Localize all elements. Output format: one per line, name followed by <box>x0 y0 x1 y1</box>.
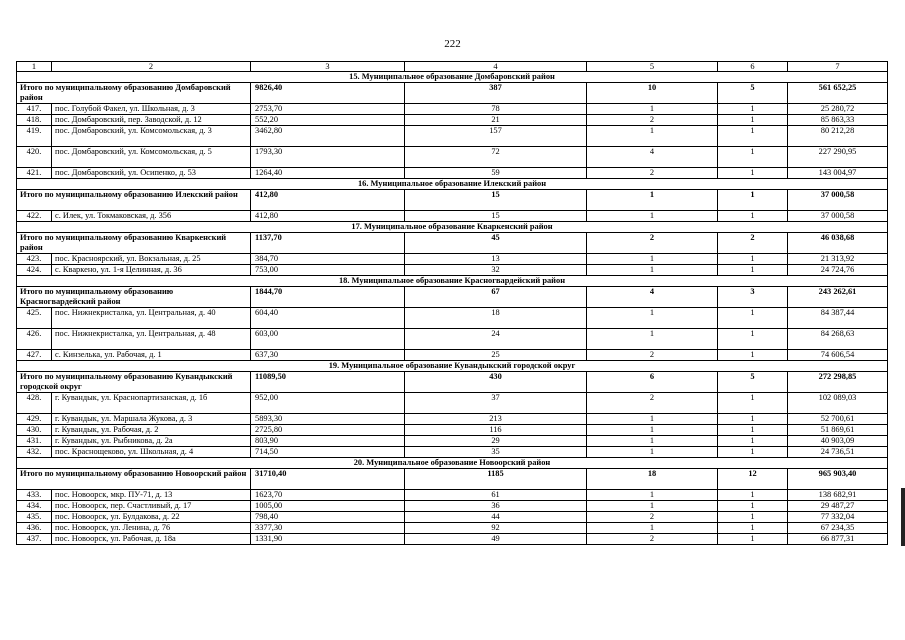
row-sum: 52 700,61 <box>788 414 888 425</box>
row-number: 434. <box>17 501 52 512</box>
row-col6: 1 <box>718 115 788 126</box>
row-address: пос. Домбаровский, пер. Заводской, д. 12 <box>52 115 251 126</box>
table-row <box>17 490 888 501</box>
row-area: 3377,30 <box>251 523 405 534</box>
total-label: Итого по муниципальному образованию Красногвардейский район <box>17 287 251 308</box>
row-number: 433. <box>17 490 52 501</box>
row-address: пос. Красноярский, ул. Вокзальная, д. 25 <box>52 254 251 265</box>
column-header: 2 <box>52 62 251 72</box>
row-area: 753,00 <box>251 265 405 276</box>
column-header: 5 <box>587 62 718 72</box>
row-address: пос. Домбаровский, ул. Осипенко, д. 53 <box>52 168 251 179</box>
total-col5: 18 <box>587 469 718 490</box>
total-label: Итого по муниципальному образованию Кувандыкский городской округ <box>17 372 251 393</box>
row-number: 429. <box>17 414 52 425</box>
row-col5: 1 <box>587 414 718 425</box>
row-sum: 67 234,35 <box>788 523 888 534</box>
row-area: 1331,90 <box>251 534 405 545</box>
row-sum: 40 903,09 <box>788 436 888 447</box>
row-sum: 227 290,95 <box>788 147 888 168</box>
row-col5: 2 <box>587 534 718 545</box>
row-col5: 1 <box>587 425 718 436</box>
table-row <box>17 414 888 425</box>
total-sum: 561 652,25 <box>788 83 888 104</box>
total-col5: 4 <box>587 287 718 308</box>
row-sum: 102 089,03 <box>788 393 888 414</box>
section-title-row <box>17 222 888 233</box>
row-col5: 2 <box>587 512 718 523</box>
row-sum: 25 280,72 <box>788 104 888 115</box>
row-number: 420. <box>17 147 52 168</box>
row-col6: 1 <box>718 254 788 265</box>
row-col4: 92 <box>405 523 587 534</box>
row-col5: 1 <box>587 104 718 115</box>
row-sum: 80 212,28 <box>788 126 888 147</box>
table-row <box>17 115 888 126</box>
section-title-row <box>17 72 888 83</box>
total-col4: 67 <box>405 287 587 308</box>
section-title: 19. Муниципальное образование Кувандыкский городской округ <box>17 361 888 372</box>
column-header: 4 <box>405 62 587 72</box>
row-sum: 77 332,04 <box>788 512 888 523</box>
row-number: 430. <box>17 425 52 436</box>
row-col4: 13 <box>405 254 587 265</box>
row-col5: 2 <box>587 393 718 414</box>
table-row <box>17 126 888 147</box>
table-row <box>17 265 888 276</box>
row-col4: 25 <box>405 350 587 361</box>
row-col5: 1 <box>587 254 718 265</box>
row-col4: 24 <box>405 329 587 350</box>
data-table <box>16 61 888 545</box>
column-header: 3 <box>251 62 405 72</box>
row-sum: 51 869,61 <box>788 425 888 436</box>
row-col6: 1 <box>718 414 788 425</box>
total-area: 1844,70 <box>251 287 405 308</box>
row-sum: 21 313,92 <box>788 254 888 265</box>
row-col4: 213 <box>405 414 587 425</box>
table-row <box>17 425 888 436</box>
row-col4: 35 <box>405 447 587 458</box>
row-address: г. Кувандык, ул. Краснопартизанская, д. 1б <box>52 393 251 414</box>
total-col4: 15 <box>405 190 587 211</box>
section-total-row <box>17 469 888 490</box>
section-total-row <box>17 287 888 308</box>
row-number: 424. <box>17 265 52 276</box>
row-number: 428. <box>17 393 52 414</box>
total-sum: 965 903,40 <box>788 469 888 490</box>
row-number: 417. <box>17 104 52 115</box>
row-address: пос. Новоорск, мкр. ПУ-71, д. 13 <box>52 490 251 501</box>
section-title-row <box>17 458 888 469</box>
table-row <box>17 254 888 265</box>
row-col4: 59 <box>405 168 587 179</box>
row-sum: 138 682,91 <box>788 490 888 501</box>
row-col6: 1 <box>718 393 788 414</box>
row-col4: 32 <box>405 265 587 276</box>
row-area: 1623,70 <box>251 490 405 501</box>
table-row <box>17 168 888 179</box>
row-address: г. Кувандык, ул. Рабочая, д. 2 <box>52 425 251 436</box>
row-number: 435. <box>17 512 52 523</box>
row-address: г. Кувандык, ул. Маршала Жукова, д. 3 <box>52 414 251 425</box>
section-title: 18. Муниципальное образование Красногвардейский район <box>17 276 888 287</box>
row-col4: 78 <box>405 104 587 115</box>
row-col6: 1 <box>718 350 788 361</box>
column-header: 1 <box>17 62 52 72</box>
section-total-row <box>17 233 888 254</box>
table-row <box>17 308 888 329</box>
row-address: с. Илек, ул. Токмаковская, д. 356 <box>52 211 251 222</box>
row-address: с. Кинзелька, ул. Рабочая, д. 1 <box>52 350 251 361</box>
table-row <box>17 393 888 414</box>
row-col6: 1 <box>718 147 788 168</box>
row-address: пос. Новоорск, ул. Рабочая, д. 18а <box>52 534 251 545</box>
row-address: пос. Краснощеково, ул. Школьная, д. 4 <box>52 447 251 458</box>
total-col6: 2 <box>718 233 788 254</box>
row-number: 418. <box>17 115 52 126</box>
row-col6: 1 <box>718 265 788 276</box>
total-label: Итого по муниципальному образованию Домбаровский район <box>17 83 251 104</box>
total-sum: 243 262,61 <box>788 287 888 308</box>
section-total-row <box>17 190 888 211</box>
total-col6: 5 <box>718 83 788 104</box>
row-col6: 1 <box>718 126 788 147</box>
row-address: пос. Домбаровский, ул. Комсомольская, д. 5 <box>52 147 251 168</box>
row-address: пос. Новоорск, ул. Ленина, д. 76 <box>52 523 251 534</box>
row-col4: 15 <box>405 211 587 222</box>
row-col4: 18 <box>405 308 587 329</box>
row-area: 2725,80 <box>251 425 405 436</box>
total-col4: 430 <box>405 372 587 393</box>
scan-edge-mark <box>901 488 905 546</box>
row-area: 2753,70 <box>251 104 405 115</box>
row-area: 384,70 <box>251 254 405 265</box>
row-area: 798,40 <box>251 512 405 523</box>
row-address: г. Кувандык, ул. Рыбникова, д. 2а <box>52 436 251 447</box>
row-col6: 1 <box>718 501 788 512</box>
total-col4: 1185 <box>405 469 587 490</box>
row-col5: 1 <box>587 436 718 447</box>
row-number: 437. <box>17 534 52 545</box>
row-col6: 1 <box>718 104 788 115</box>
row-address: пос. Новоорск, пер. Счастливый, д. 17 <box>52 501 251 512</box>
column-header: 6 <box>718 62 788 72</box>
row-address: пос. Нижнекристалка, ул. Центральная, д. 40 <box>52 308 251 329</box>
total-col5: 2 <box>587 233 718 254</box>
row-area: 637,30 <box>251 350 405 361</box>
total-label: Итого по муниципальному образованию Новоорский район <box>17 469 251 490</box>
row-area: 3462,80 <box>251 126 405 147</box>
total-area: 11089,50 <box>251 372 405 393</box>
total-col5: 6 <box>587 372 718 393</box>
table-row <box>17 512 888 523</box>
row-col5: 2 <box>587 168 718 179</box>
row-number: 426. <box>17 329 52 350</box>
total-label: Итого по муниципальному образованию Кваркенский район <box>17 233 251 254</box>
row-sum: 143 004,97 <box>788 168 888 179</box>
row-col6: 1 <box>718 523 788 534</box>
row-area: 952,00 <box>251 393 405 414</box>
total-col6: 5 <box>718 372 788 393</box>
row-area: 803,90 <box>251 436 405 447</box>
row-number: 421. <box>17 168 52 179</box>
total-col4: 45 <box>405 233 587 254</box>
total-label: Итого по муниципальному образованию Илекский район <box>17 190 251 211</box>
row-sum: 84 387,44 <box>788 308 888 329</box>
row-number: 423. <box>17 254 52 265</box>
row-sum: 85 863,33 <box>788 115 888 126</box>
row-col5: 1 <box>587 126 718 147</box>
table-row <box>17 523 888 534</box>
row-area: 5893,30 <box>251 414 405 425</box>
row-sum: 66 877,31 <box>788 534 888 545</box>
table-row <box>17 147 888 168</box>
total-area: 9826,40 <box>251 83 405 104</box>
row-col4: 116 <box>405 425 587 436</box>
row-address: пос. Домбаровский, ул. Комсомольская, д. 3 <box>52 126 251 147</box>
table-row <box>17 501 888 512</box>
section-title-row <box>17 179 888 190</box>
total-col6: 1 <box>718 190 788 211</box>
row-col6: 1 <box>718 168 788 179</box>
row-col4: 157 <box>405 126 587 147</box>
row-col6: 1 <box>718 534 788 545</box>
section-total-row <box>17 372 888 393</box>
row-col6: 1 <box>718 308 788 329</box>
row-col5: 1 <box>587 523 718 534</box>
row-area: 1005,00 <box>251 501 405 512</box>
row-address: пос. Голубой Факел, ул. Школьная, д. 3 <box>52 104 251 115</box>
row-area: 604,40 <box>251 308 405 329</box>
row-col5: 2 <box>587 115 718 126</box>
row-col4: 36 <box>405 501 587 512</box>
total-area: 1137,70 <box>251 233 405 254</box>
total-col5: 1 <box>587 190 718 211</box>
section-title: 20. Муниципальное образование Новоорский район <box>17 458 888 469</box>
total-sum: 37 000,58 <box>788 190 888 211</box>
row-area: 412,80 <box>251 211 405 222</box>
column-header-row <box>17 62 888 72</box>
row-sum: 24 736,51 <box>788 447 888 458</box>
row-col5: 1 <box>587 265 718 276</box>
row-address: с. Кваркено, ул. 1-я Целинная, д. 36 <box>52 265 251 276</box>
column-header: 7 <box>788 62 888 72</box>
row-sum: 29 487,27 <box>788 501 888 512</box>
row-col5: 2 <box>587 350 718 361</box>
total-area: 31710,40 <box>251 469 405 490</box>
row-area: 1793,30 <box>251 147 405 168</box>
total-col5: 10 <box>587 83 718 104</box>
row-col6: 1 <box>718 512 788 523</box>
row-number: 419. <box>17 126 52 147</box>
row-col4: 29 <box>405 436 587 447</box>
table-row <box>17 329 888 350</box>
row-col4: 21 <box>405 115 587 126</box>
row-address: пос. Новоорск, ул. Булдакова, д. 22 <box>52 512 251 523</box>
row-col5: 1 <box>587 447 718 458</box>
table-row <box>17 350 888 361</box>
total-col6: 12 <box>718 469 788 490</box>
row-col4: 44 <box>405 512 587 523</box>
row-sum: 74 606,54 <box>788 350 888 361</box>
row-col6: 1 <box>718 211 788 222</box>
row-col5: 1 <box>587 490 718 501</box>
row-col5: 1 <box>587 308 718 329</box>
section-total-row <box>17 83 888 104</box>
row-col4: 37 <box>405 393 587 414</box>
row-area: 552,20 <box>251 115 405 126</box>
row-col6: 1 <box>718 436 788 447</box>
total-area: 412,80 <box>251 190 405 211</box>
page-number: 222 <box>444 38 461 50</box>
row-sum: 24 724,76 <box>788 265 888 276</box>
section-title: 16. Муниципальное образование Илекский район <box>17 179 888 190</box>
section-title: 15. Муниципальное образование Домбаровский район <box>17 72 888 83</box>
row-area: 714,50 <box>251 447 405 458</box>
row-col6: 1 <box>718 490 788 501</box>
row-address: пос. Нижнекристалка, ул. Центральная, д. 48 <box>52 329 251 350</box>
row-col5: 1 <box>587 211 718 222</box>
table-row <box>17 436 888 447</box>
row-col6: 1 <box>718 329 788 350</box>
row-col4: 72 <box>405 147 587 168</box>
row-number: 425. <box>17 308 52 329</box>
row-number: 431. <box>17 436 52 447</box>
row-col6: 1 <box>718 447 788 458</box>
row-col4: 49 <box>405 534 587 545</box>
row-col6: 1 <box>718 425 788 436</box>
table-row <box>17 211 888 222</box>
section-title-row <box>17 276 888 287</box>
section-title-row <box>17 361 888 372</box>
total-sum: 46 038,68 <box>788 233 888 254</box>
row-number: 422. <box>17 211 52 222</box>
row-area: 603,00 <box>251 329 405 350</box>
row-col5: 1 <box>587 329 718 350</box>
row-number: 432. <box>17 447 52 458</box>
row-sum: 37 000,58 <box>788 211 888 222</box>
table-row <box>17 104 888 115</box>
row-col5: 4 <box>587 147 718 168</box>
table-row <box>17 534 888 545</box>
total-col4: 387 <box>405 83 587 104</box>
row-sum: 84 268,63 <box>788 329 888 350</box>
row-area: 1264,40 <box>251 168 405 179</box>
row-number: 436. <box>17 523 52 534</box>
section-title: 17. Муниципальное образование Кваркенский район <box>17 222 888 233</box>
total-col6: 3 <box>718 287 788 308</box>
row-col4: 61 <box>405 490 587 501</box>
total-sum: 272 298,85 <box>788 372 888 393</box>
row-col5: 1 <box>587 501 718 512</box>
row-number: 427. <box>17 350 52 361</box>
table-row <box>17 447 888 458</box>
